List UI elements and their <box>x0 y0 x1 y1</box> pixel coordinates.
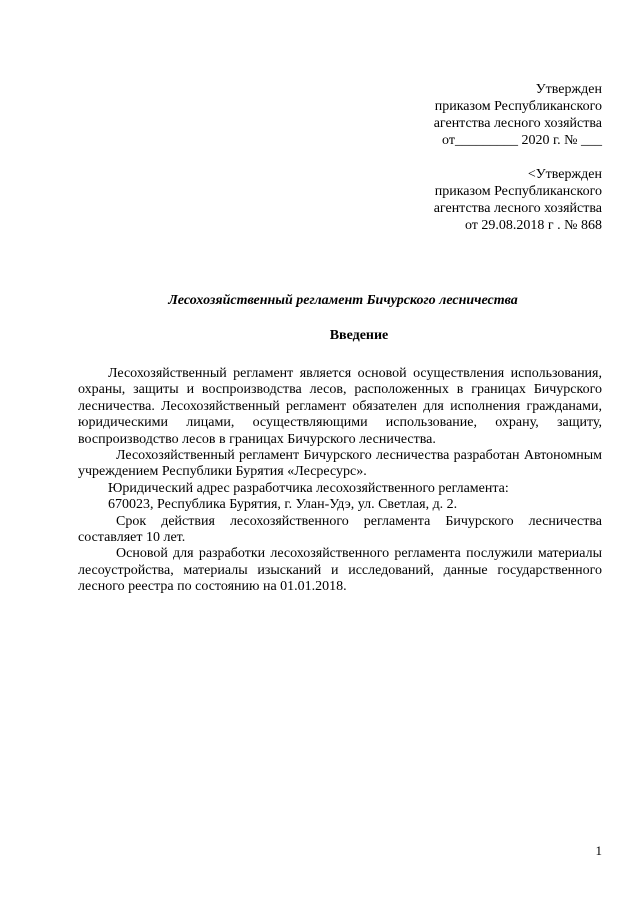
approval-line: приказом Республиканского <box>434 184 602 199</box>
section-heading: Введение <box>329 328 389 343</box>
approval-line: от_________ 2020 г. № ___ <box>442 133 602 148</box>
approval-line: <Утвержден <box>527 167 602 182</box>
document-title: Лесохозяйственный регламент Бичурского лесничества <box>168 293 518 308</box>
paragraph: Юридический адрес разработчика лесохозяйственного регламента: <box>108 480 509 496</box>
approval-line: агентства лесного хозяйства <box>433 201 602 216</box>
approval-line: агентства лесного хозяйства <box>433 116 602 131</box>
paragraph: Срок действия лесохозяйственного регламента Бичурского лесничества составляет 10 лет. <box>78 513 602 546</box>
approval-line: приказом Республиканского <box>434 99 602 114</box>
paragraph: Основой для разработки лесохозяйственного регламента послужили материалы лесоустройства, материалы изысканий и исследований, данные государственного лесного реестра по состоянию на 01.01.2018. <box>78 546 602 595</box>
approval-stamp-old <box>382 166 602 234</box>
page-number: 1 <box>595 843 602 858</box>
approval-line: Утвержден <box>535 82 602 97</box>
approval-stamp-new <box>382 81 602 149</box>
document-body <box>78 366 602 596</box>
paragraph: Лесохозяйственный регламент Бичурского лесничества разработан Автономным учреждением Республики Бурятия «Лесресурс». <box>78 448 602 480</box>
paragraph: Лесохозяйственный регламент является основой осуществления использования, охраны, защиты и воспроизводства лесов, расположенных в границах Бичурского лесничества. Лесохозяйственный регламент обязателен для исполнения гражданами, юридическими лицами, осуществляющими использование, охрану, защиту, воспроизводство лесов в границах Бичурского лесничества. <box>78 366 602 447</box>
paragraph: 670023, Республика Бурятия, г. Улан-Удэ, ул. Светлая, д. 2. <box>108 497 458 513</box>
approval-line: от 29.08.2018 г . № 868 <box>464 218 602 233</box>
